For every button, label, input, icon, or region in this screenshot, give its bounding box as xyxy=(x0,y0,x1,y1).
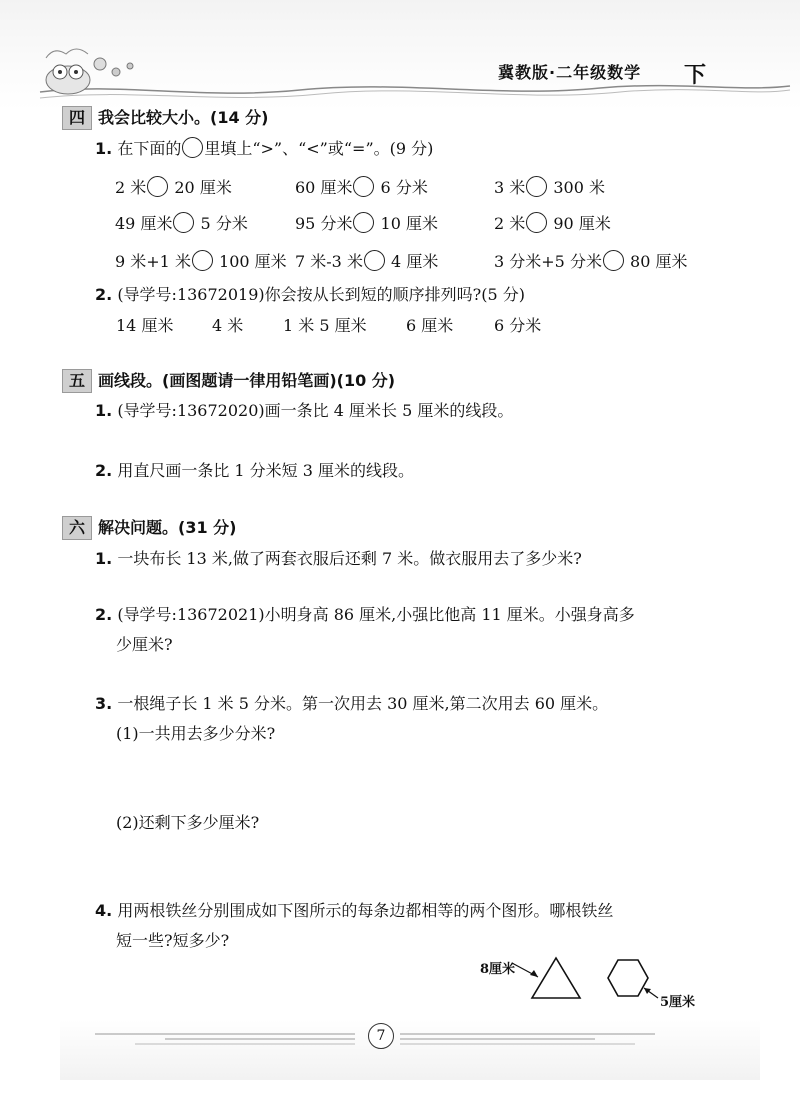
question-4-2 xyxy=(95,284,525,306)
question-number: 2. xyxy=(95,461,113,480)
answer-circle[interactable] xyxy=(364,250,385,271)
triangle-label: 8厘米 xyxy=(480,962,516,977)
question-text-b: 里填上“>”、“<”或“=”。(9 分) xyxy=(204,139,434,158)
compare-left: 60 厘米 xyxy=(295,178,353,197)
question-6-2 xyxy=(95,604,635,626)
compare-left: 3 米 xyxy=(494,178,526,197)
question-6-2-line2: 少厘米? xyxy=(116,635,173,654)
footer-rule xyxy=(95,1024,695,1054)
volume-label: 下 xyxy=(684,63,707,88)
question-number: 1. xyxy=(95,139,113,158)
question-5-2 xyxy=(95,460,414,482)
hexagon-label: 5厘米 xyxy=(660,995,696,1010)
compare-item xyxy=(115,249,287,272)
compare-left: 2 米 xyxy=(115,178,147,197)
compare-right: 90 厘米 xyxy=(553,214,611,233)
triangle-shape xyxy=(532,958,580,998)
compare-left: 9 米+1 米 xyxy=(115,252,191,271)
question-text-line1: (导学号:13672021)小明身高 86 厘米,小强比他高 11 厘米。小强身高多 xyxy=(117,605,635,624)
question-number: 1. xyxy=(95,549,113,568)
sort-item: 6 厘米 xyxy=(406,316,454,335)
compare-right: 100 厘米 xyxy=(219,252,287,271)
question-5-1 xyxy=(95,400,513,422)
cartoon-logo-icon xyxy=(38,42,143,97)
compare-right: 20 厘米 xyxy=(174,178,232,197)
sort-item: 14 厘米 xyxy=(116,316,174,335)
compare-right: 6 分米 xyxy=(380,178,428,197)
question-6-1 xyxy=(95,548,582,570)
series-title: 冀教版·二年级数学 xyxy=(498,63,642,82)
answer-circle[interactable] xyxy=(173,212,194,233)
section-6-heading xyxy=(62,516,236,538)
sort-item: 6 分米 xyxy=(494,316,542,335)
section-title: 我会比较大小。(14 分) xyxy=(98,108,269,127)
answer-circle[interactable] xyxy=(526,176,547,197)
section-number: 五 xyxy=(62,369,92,393)
compare-left: 49 厘米 xyxy=(115,214,173,233)
compare-item xyxy=(295,249,438,272)
section-title: 解决问题。(31 分) xyxy=(98,518,237,537)
question-number: 3. xyxy=(95,694,113,713)
compare-left: 3 分米+5 分米 xyxy=(494,252,602,271)
question-number: 2. xyxy=(95,605,113,624)
compare-right: 5 分米 xyxy=(200,214,248,233)
section-title: 画线段。(画图题请一律用铅笔画)(10 分) xyxy=(98,371,396,390)
compare-item xyxy=(115,175,232,198)
sort-item: 1 米 5 厘米 xyxy=(283,316,367,335)
answer-circle[interactable] xyxy=(353,176,374,197)
compare-left: 7 米-3 米 xyxy=(295,252,363,271)
answer-circle[interactable] xyxy=(526,212,547,233)
answer-circle[interactable] xyxy=(147,176,168,197)
compare-item xyxy=(494,249,688,272)
answer-circle[interactable] xyxy=(353,212,374,233)
compare-right: 300 米 xyxy=(553,178,606,197)
compare-item xyxy=(494,211,611,234)
question-6-4-line2: 短一些?短多少? xyxy=(116,931,230,950)
question-text-line1: 用两根铁丝分别围成如下图所示的每条边都相等的两个图形。哪根铁丝 xyxy=(117,901,614,920)
section-number: 六 xyxy=(62,516,92,540)
question-6-3-sub1: (1)一共用去多少分米? xyxy=(116,724,276,743)
question-text: 一块布长 13 米,做了两套衣服后还剩 7 米。做衣服用去了多少米? xyxy=(117,549,582,568)
compare-item xyxy=(115,211,248,234)
answer-circle xyxy=(182,137,203,158)
question-number: 2. xyxy=(95,285,113,304)
question-6-4 xyxy=(95,900,613,922)
question-4-1 xyxy=(95,137,433,160)
question-6-3-sub2: (2)还剩下多少厘米? xyxy=(116,813,260,832)
hexagon-shape xyxy=(608,960,648,996)
compare-right: 4 厘米 xyxy=(391,252,439,271)
question-text: 一根绳子长 1 米 5 分米。第一次用去 30 厘米,第二次用去 60 厘米。 xyxy=(117,694,609,713)
compare-right: 10 厘米 xyxy=(380,214,438,233)
compare-item xyxy=(295,211,438,234)
question-text: (导学号:13672020)画一条比 4 厘米长 5 厘米的线段。 xyxy=(117,401,514,420)
answer-circle[interactable] xyxy=(603,250,624,271)
answer-circle[interactable] xyxy=(192,250,213,271)
question-text-a: 在下面的 xyxy=(117,139,182,158)
compare-left: 2 米 xyxy=(494,214,526,233)
section-5-heading xyxy=(62,369,395,391)
compare-item xyxy=(494,175,605,198)
question-text: (导学号:13672019)你会按从长到短的顺序排列吗?(5 分) xyxy=(117,285,525,304)
section-4-heading xyxy=(62,106,268,128)
page-number: 7 xyxy=(368,1023,394,1049)
compare-left: 95 分米 xyxy=(295,214,353,233)
question-number: 4. xyxy=(95,901,113,920)
question-6-3 xyxy=(95,693,608,715)
section-number: 四 xyxy=(62,106,92,130)
question-text: 用直尺画一条比 1 分米短 3 厘米的线段。 xyxy=(117,461,415,480)
compare-item xyxy=(295,175,428,198)
sort-item: 4 米 xyxy=(212,316,244,335)
question-number: 1. xyxy=(95,401,113,420)
compare-right: 80 厘米 xyxy=(630,252,688,271)
